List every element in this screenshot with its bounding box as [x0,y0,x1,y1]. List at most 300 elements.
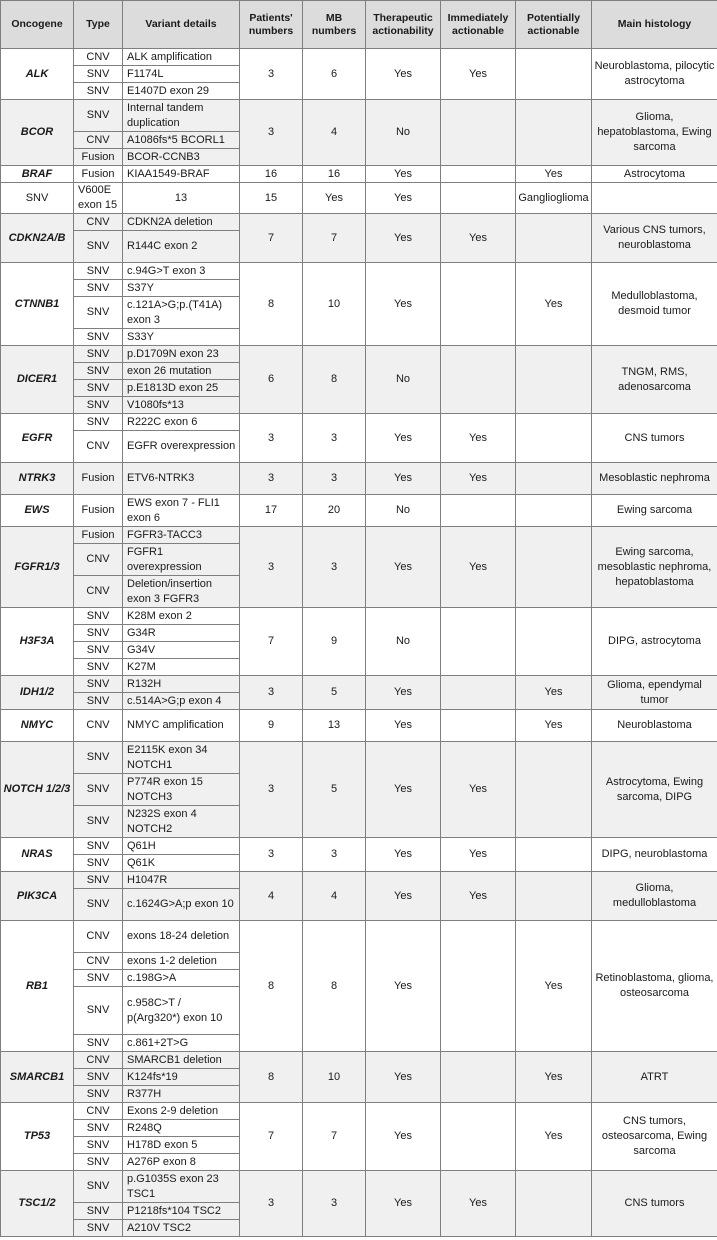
oncogene-cell: NOTCH 1/2/3 [1,742,74,838]
mb-cell: 8 [303,346,366,414]
therapeutic-cell: Yes [366,414,441,463]
therapeutic-cell: Yes [366,710,441,742]
potential-cell: Yes [516,1052,592,1103]
mb-cell: 10 [303,1052,366,1103]
type-cell: SNV [1,183,74,214]
immediate-cell: Yes [441,414,516,463]
mb-cell: 6 [303,49,366,100]
histology-cell: CNS tumors [592,1171,717,1237]
type-cell: SNV [74,642,123,659]
oncogene-group [1,872,717,921]
table-row [1,346,717,363]
potential-cell [516,214,592,263]
variant-cell: p.E1813D exon 25 [123,380,240,397]
variant-cell: G34V [123,642,240,659]
variant-cell: V600E exon 15 [74,183,123,214]
type-cell: SNV [74,363,123,380]
type-cell: SNV [74,1086,123,1103]
oncogene-group [1,1171,717,1237]
mb-cell: 3 [303,838,366,872]
table-row [1,1171,717,1203]
immediate-cell [441,263,516,346]
potential-cell [516,414,592,463]
mb-cell: 5 [303,742,366,838]
oncogene-cell: FGFR1/3 [1,527,74,608]
patients-cell: 13 [123,183,240,214]
variant-cell: exon 26 mutation [123,363,240,380]
histology-cell: TNGM, RMS, adenosarcoma [592,346,717,414]
variant-cell: Q61H [123,838,240,855]
column-header-variant-details: Variant details [123,1,240,49]
potential-cell [516,608,592,676]
type-cell: SNV [74,414,123,431]
patients-cell: 7 [240,1103,303,1171]
type-cell: Fusion [74,527,123,544]
potential-cell: Yes [516,1103,592,1171]
oncogene-cell: NTRK3 [1,463,74,495]
oncogene-cell: CTNNB1 [1,263,74,346]
immediate-cell [441,166,516,183]
patients-cell: 3 [240,838,303,872]
variant-cell: c.94G>T exon 3 [123,263,240,280]
potential-cell [516,838,592,872]
oncogene-cell: DICER1 [1,346,74,414]
type-cell: SNV [74,1069,123,1086]
type-cell: SNV [74,838,123,855]
variant-cell: c.514A>G;p exon 4 [123,693,240,710]
table-row [1,608,717,625]
histology-cell: Retinoblastoma, glioma, osteosarcoma [592,921,717,1052]
type-cell: SNV [74,397,123,414]
oncogene-group [1,214,717,263]
type-cell: SNV [74,987,123,1035]
variant-cell: H178D exon 5 [123,1137,240,1154]
therapeutic-cell: No [366,346,441,414]
variant-cell: CDKN2A deletion [123,214,240,231]
patients-cell: 3 [240,742,303,838]
table-row [1,263,717,280]
mb-cell: 5 [303,676,366,710]
table-row [1,676,717,693]
variant-cell: NMYC amplification [123,710,240,742]
oncogene-cell: EGFR [1,414,74,463]
oncogene-cell: TSC1/2 [1,1171,74,1237]
variant-cell: Deletion/insertion exon 3 FGFR3 [123,576,240,608]
type-cell: SNV [74,231,123,263]
type-cell: SNV [74,693,123,710]
variant-cell: A210V TSC2 [123,1220,240,1237]
mb-cell: 9 [303,608,366,676]
therapeutic-cell: Yes [366,49,441,100]
oncogene-group [1,263,717,346]
oncogene-cell: NMYC [1,710,74,742]
potential-cell: Yes [516,166,592,183]
therapeutic-cell: Yes [366,214,441,263]
variant-cell: c.198G>A [123,970,240,987]
immediate-cell: Yes [366,183,441,214]
histology-cell: Neuroblastoma, pilocytic astrocytoma [592,49,717,100]
mb-cell: 13 [303,710,366,742]
variant-cell: H1047R [123,872,240,889]
immediate-cell [441,346,516,414]
patients-cell: 3 [240,676,303,710]
potential-cell [516,1171,592,1237]
oncogene-group [1,1052,717,1103]
histology-cell: Ewing sarcoma [592,495,717,527]
type-cell: SNV [74,659,123,676]
table-row [1,1052,717,1069]
potential-cell: Yes [516,263,592,346]
oncogene-cell: BRAF [1,166,74,183]
type-cell: CNV [74,1052,123,1069]
mb-cell: 15 [240,183,303,214]
potential-cell: Yes [516,676,592,710]
column-header-patients-numbers: Patients' numbers [240,1,303,49]
therapeutic-cell: No [366,100,441,166]
oncogene-group [1,346,717,414]
mb-cell: 20 [303,495,366,527]
table-row [1,100,717,132]
variant-cell: P1218fs*104 TSC2 [123,1203,240,1220]
variant-cell: K28M exon 2 [123,608,240,625]
immediate-cell: Yes [441,214,516,263]
variant-cell: BCOR-CCNB3 [123,149,240,166]
variant-cell: P774R exon 15 NOTCH3 [123,774,240,806]
type-cell: SNV [74,66,123,83]
type-cell: CNV [74,953,123,970]
patients-cell: 8 [240,921,303,1052]
variant-cell: SMARCB1 deletion [123,1052,240,1069]
histology-cell: Ganglioglioma [516,183,592,214]
mb-cell: 4 [303,100,366,166]
table-row [1,414,717,431]
variant-cell: EGFR overexpression [123,431,240,463]
patients-cell: 7 [240,608,303,676]
oncogene-group [1,1103,717,1171]
type-cell: SNV [74,872,123,889]
patients-cell: 3 [240,100,303,166]
mb-cell: 4 [303,872,366,921]
histology-cell: Medulloblastoma, desmoid tumor [592,263,717,346]
histology-cell: ATRT [592,1052,717,1103]
type-cell: CNV [74,214,123,231]
histology-cell: DIPG, neuroblastoma [592,838,717,872]
column-header-therapeutic-actionability: Therapeutic actionability [366,1,441,49]
patients-cell: 3 [240,1171,303,1237]
therapeutic-cell: Yes [366,1171,441,1237]
column-header-mb-numbers: MB numbers [303,1,366,49]
variant-cell: c.958C>T / p(Arg320*) exon 10 [123,987,240,1035]
potential-cell: Yes [516,921,592,1052]
immediate-cell: Yes [441,838,516,872]
variant-cell: K27M [123,659,240,676]
column-header-potentially-actionable: Potentially actionable [516,1,592,49]
oncogene-cell: EWS [1,495,74,527]
type-cell: Fusion [74,463,123,495]
column-header-oncogene: Oncogene [1,1,74,49]
variant-cell: R144C exon 2 [123,231,240,263]
type-cell: CNV [74,710,123,742]
column-header-type: Type [74,1,123,49]
potential-cell [516,463,592,495]
oncogene-cell: IDH1/2 [1,676,74,710]
variant-cell: p.G1035S exon 23 TSC1 [123,1171,240,1203]
mb-cell: 10 [303,263,366,346]
oncogene-cell: PIK3CA [1,872,74,921]
oncogene-group [1,527,717,608]
variant-cell: V1080fs*13 [123,397,240,414]
histology-cell: Mesoblastic nephroma [592,463,717,495]
table-row [1,166,717,183]
type-cell: SNV [74,625,123,642]
type-cell: SNV [74,346,123,363]
type-cell: SNV [74,1220,123,1237]
therapeutic-cell: Yes [366,872,441,921]
immediate-cell: Yes [441,463,516,495]
therapeutic-cell: No [366,495,441,527]
histology-cell: Various CNS tumors, neuroblastoma [592,214,717,263]
type-cell: SNV [74,1171,123,1203]
immediate-cell [441,100,516,166]
therapeutic-cell: Yes [366,463,441,495]
type-cell: SNV [74,380,123,397]
therapeutic-cell: Yes [366,1052,441,1103]
type-cell: SNV [74,889,123,921]
immediate-cell [441,710,516,742]
immediate-cell: Yes [441,49,516,100]
variant-cell: S33Y [123,329,240,346]
variant-cell: ALK amplification [123,49,240,66]
therapeutic-cell: No [366,608,441,676]
oncogene-group [1,183,717,214]
type-cell: Fusion [74,495,123,527]
histology-cell: Glioma, ependymal tumor [592,676,717,710]
table-row [1,214,717,231]
patients-cell: 8 [240,1052,303,1103]
potential-cell [516,346,592,414]
histology-cell: Glioma, hepatoblastoma, Ewing sarcoma [592,100,717,166]
patients-cell: 3 [240,414,303,463]
variant-cell: c.121A>G;p.(T41A) exon 3 [123,297,240,329]
type-cell: SNV [74,100,123,132]
table-row [1,710,717,742]
type-cell: SNV [74,676,123,693]
type-cell: CNV [74,576,123,608]
patients-cell: 3 [240,463,303,495]
oncogene-group [1,100,717,166]
histology-cell: CNS tumors, osteosarcoma, Ewing sarcoma [592,1103,717,1171]
type-cell: SNV [74,263,123,280]
variant-cell: K124fs*19 [123,1069,240,1086]
immediate-cell: Yes [441,742,516,838]
patients-cell: 9 [240,710,303,742]
histology-cell: Ewing sarcoma, mesoblastic nephroma, hepatoblastoma [592,527,717,608]
variant-cell: Q61K [123,855,240,872]
table-row [1,463,717,495]
histology-cell: Astrocytoma, Ewing sarcoma, DIPG [592,742,717,838]
type-cell: CNV [74,49,123,66]
potential-cell [516,495,592,527]
therapeutic-cell: Yes [366,921,441,1052]
variant-cell: G34R [123,625,240,642]
therapeutic-cell: Yes [366,263,441,346]
type-cell: SNV [74,855,123,872]
immediate-cell [441,676,516,710]
therapeutic-cell: Yes [303,183,366,214]
type-cell: SNV [74,970,123,987]
variant-cell: R132H [123,676,240,693]
type-cell: SNV [74,1035,123,1052]
immediate-cell: Yes [441,527,516,608]
variant-cell: E1407D exon 29 [123,83,240,100]
potential-cell [516,527,592,608]
mb-cell: 3 [303,1171,366,1237]
variant-cell: R248Q [123,1120,240,1137]
type-cell: SNV [74,608,123,625]
table-row [1,838,717,855]
type-cell: SNV [74,83,123,100]
type-cell: SNV [74,1137,123,1154]
variant-cell: c.1624G>A;p exon 10 [123,889,240,921]
patients-cell: 6 [240,346,303,414]
type-cell: SNV [74,1120,123,1137]
mb-cell: 7 [303,214,366,263]
header-row [1,1,717,49]
oncogene-group [1,166,717,183]
histology-cell: Astrocytoma [592,166,717,183]
potential-cell [516,100,592,166]
potential-cell [516,49,592,100]
variant-cell: R222C exon 6 [123,414,240,431]
histology-cell: Neuroblastoma [592,710,717,742]
mb-cell: 3 [303,414,366,463]
oncogene-group [1,710,717,742]
variant-cell: exons 18-24 deletion [123,921,240,953]
immediate-cell [441,1052,516,1103]
oncogene-cell: BCOR [1,100,74,166]
mb-cell: 3 [303,527,366,608]
type-cell: CNV [74,132,123,149]
oncogene-group [1,742,717,838]
oncogene-group [1,495,717,527]
therapeutic-cell: Yes [366,838,441,872]
patients-cell: 7 [240,214,303,263]
oncogene-group [1,676,717,710]
variant-cell: exons 1-2 deletion [123,953,240,970]
table-row [1,872,717,889]
therapeutic-cell: Yes [366,1103,441,1171]
type-cell: SNV [74,1154,123,1171]
oncogene-cell: CDKN2A/B [1,214,74,263]
type-cell: SNV [74,774,123,806]
histology-cell: CNS tumors [592,414,717,463]
oncogene-group [1,414,717,463]
variant-cell: R377H [123,1086,240,1103]
mb-cell: 8 [303,921,366,1052]
oncogene-cell: TP53 [1,1103,74,1171]
variant-cell: EWS exon 7 - FLI1 exon 6 [123,495,240,527]
table-row [1,742,717,774]
potential-cell [441,183,516,214]
type-cell: SNV [74,280,123,297]
type-cell: SNV [74,1203,123,1220]
immediate-cell [441,1103,516,1171]
type-cell: CNV [74,921,123,953]
table-row [1,495,717,527]
potential-cell [516,742,592,838]
variant-cell: Exons 2-9 deletion [123,1103,240,1120]
therapeutic-cell: Yes [366,676,441,710]
immediate-cell [441,495,516,527]
variant-cell: N232S exon 4 NOTCH2 [123,806,240,838]
variant-cell: c.861+2T>G [123,1035,240,1052]
variant-cell: p.D1709N exon 23 [123,346,240,363]
table-row [1,921,717,953]
type-cell: Fusion [74,166,123,183]
patients-cell: 8 [240,263,303,346]
type-cell: SNV [74,329,123,346]
table-row [1,1103,717,1120]
therapeutic-cell: Yes [366,166,441,183]
oncogene-group [1,838,717,872]
column-header-immediately-actionable: Immediately actionable [441,1,516,49]
variant-cell: KIAA1549-BRAF [123,166,240,183]
immediate-cell [441,921,516,1052]
oncogene-cell: SMARCB1 [1,1052,74,1103]
mb-cell: 16 [303,166,366,183]
type-cell: SNV [74,742,123,774]
potential-cell: Yes [516,710,592,742]
immediate-cell: Yes [441,872,516,921]
variant-cell: E2115K exon 34 NOTCH1 [123,742,240,774]
oncogene-group [1,49,717,100]
type-cell: Fusion [74,149,123,166]
variant-cell: FGFR3-TACC3 [123,527,240,544]
histology-cell: Glioma, medulloblastoma [592,872,717,921]
therapeutic-cell: Yes [366,527,441,608]
variant-cell: ETV6-NTRK3 [123,463,240,495]
type-cell: SNV [74,297,123,329]
potential-cell [516,872,592,921]
oncogene-group [1,463,717,495]
variant-cell: A276P exon 8 [123,1154,240,1171]
table-row [1,527,717,544]
therapeutic-cell: Yes [366,742,441,838]
variant-cell: A1086fs*5 BCORL1 [123,132,240,149]
oncogene-group [1,608,717,676]
immediate-cell [441,608,516,676]
type-cell: CNV [74,1103,123,1120]
immediate-cell: Yes [441,1171,516,1237]
table-row [1,49,717,66]
variant-cell: S37Y [123,280,240,297]
oncogene-cell: RB1 [1,921,74,1052]
type-cell: SNV [74,806,123,838]
table-header [1,1,717,49]
oncogene-cell: NRAS [1,838,74,872]
type-cell: CNV [74,544,123,576]
column-header-main-histology: Main histology [592,1,717,49]
variant-cell: FGFR1 overexpression [123,544,240,576]
oncogene-cell: H3F3A [1,608,74,676]
oncogene-cell: ALK [1,49,74,100]
patients-cell: 17 [240,495,303,527]
patients-cell: 3 [240,527,303,608]
type-cell: CNV [74,431,123,463]
variant-cell: F1174L [123,66,240,83]
patients-cell: 4 [240,872,303,921]
table-row [1,183,717,214]
